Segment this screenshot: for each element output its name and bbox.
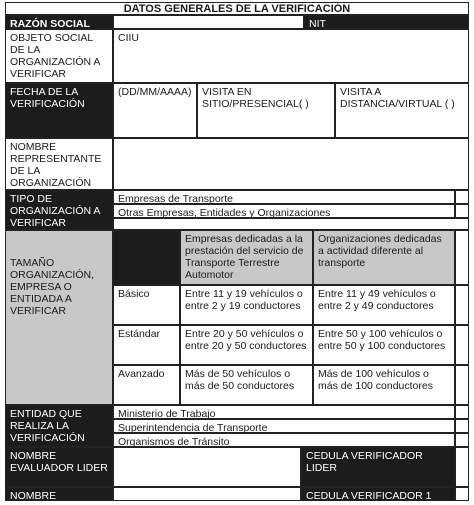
visita-virtual-option[interactable]: VISITA A DISTANCIA/VIRTUAL ( )	[335, 83, 469, 138]
tamano-avanzado-otras: Más de 100 vehículos o más de 100 conductores	[313, 365, 455, 405]
entidad-label: ENTIDAD QUE REALIZA LA VERIFICACIÓN	[5, 405, 113, 447]
tamano-basico-transporte: Entre 11 y 19 vehículos o entre 2 y 19 conductores	[180, 285, 313, 325]
tamano-estandar-checkbox[interactable]	[455, 325, 469, 365]
tamano-avanzado-transporte: Más de 50 vehículos o más de 50 conductores	[180, 365, 313, 405]
tipo-checkbox-otras[interactable]	[455, 204, 469, 218]
nombre-verificador-field[interactable]	[113, 487, 301, 501]
tipo-org-label: TIPO DE ORGANIZACIÓN A VERIFICAR	[5, 190, 113, 230]
evaluador-lider-field[interactable]	[113, 447, 301, 487]
tamano-avanzado-checkbox[interactable]	[455, 365, 469, 405]
objeto-social-label: OBJETO SOCIAL DE LA ORGANIZACIÓN A VERIFICAR	[5, 29, 113, 83]
fecha-label: FECHA DE LA VERIFICACIÓN	[5, 83, 113, 138]
tipo-blank-row	[113, 218, 469, 230]
tamano-row-label: Básico	[113, 285, 180, 325]
cedula-lider-field[interactable]	[455, 447, 469, 487]
tamano-estandar-transporte: Entre 20 y 50 vehículos o entre 20 y 50 conductores	[180, 325, 313, 365]
tamano-label: TAMAÑO ORGANIZACIÓN, EMPRESA O ENTIDADA A VERIFICAR	[5, 230, 113, 405]
ciiu-field[interactable]: CIIU	[113, 29, 469, 83]
entidad-option-superintendencia: Superintendencia de Transporte	[113, 419, 455, 433]
fecha-field[interactable]: (DD/MM/AAAA)	[113, 83, 197, 138]
entidad-option-organismos: Organismos de Tránsito	[113, 433, 455, 447]
tipo-checkbox-transporte[interactable]	[455, 190, 469, 204]
representante-label: NOMBRE REPRESENTANTE DE LA ORGANIZACIÓN	[5, 138, 113, 190]
cedula-verificador-1-field[interactable]	[455, 487, 469, 501]
tamano-estandar-otras: Entre 50 y 100 vehículos o entre 50 y 100 conductores	[313, 325, 455, 365]
col-otras-header: Organizaciones dedicadas a actividad diferente al transporte	[313, 230, 455, 285]
representante-field[interactable]	[113, 138, 469, 190]
entidad-option-ministerio: Ministerio de Trabajo	[113, 405, 455, 419]
nit-label: NIT	[304, 15, 469, 29]
tamano-header-blank	[113, 230, 180, 285]
cedula-verificador-1-label: CEDULA VERIFICADOR 1	[301, 487, 455, 501]
visita-presencial-option[interactable]: VISITA EN SITIO/PRESENCIAL( )	[197, 83, 335, 138]
tipo-option-transporte: Empresas de Transporte	[113, 190, 455, 204]
tamano-basico-otras: Entre 11 y 49 vehículos o entre 2 y 49 conductores	[313, 285, 455, 325]
evaluador-lider-label: NOMBRE EVALUADOR LIDER	[5, 447, 113, 487]
tamano-check-col-header	[455, 230, 469, 285]
entidad-checkbox-organismos[interactable]	[455, 433, 469, 447]
entidad-checkbox-ministerio[interactable]	[455, 405, 469, 419]
cedula-lider-label: CEDULA VERIFICADOR LIDER	[301, 447, 455, 487]
nombre-verificador-label: NOMBRE	[5, 487, 113, 501]
razon-social-field[interactable]	[113, 15, 304, 29]
form-title: DATOS GENERALES DE LA VERIFICACIÓN	[5, 2, 469, 15]
col-transporte-header: Empresas dedicadas a la prestación del servicio de Transporte Terrestre Automotor	[180, 230, 313, 285]
tamano-row-label: Estándar	[113, 325, 180, 365]
tamano-basico-checkbox[interactable]	[455, 285, 469, 325]
tamano-row-label: Avanzado	[113, 365, 180, 405]
entidad-checkbox-superintendencia[interactable]	[455, 419, 469, 433]
tipo-option-otras: Otras Empresas, Entidades y Organizaciones	[113, 204, 455, 218]
razon-social-label: RAZÓN SOCIAL	[5, 15, 113, 29]
